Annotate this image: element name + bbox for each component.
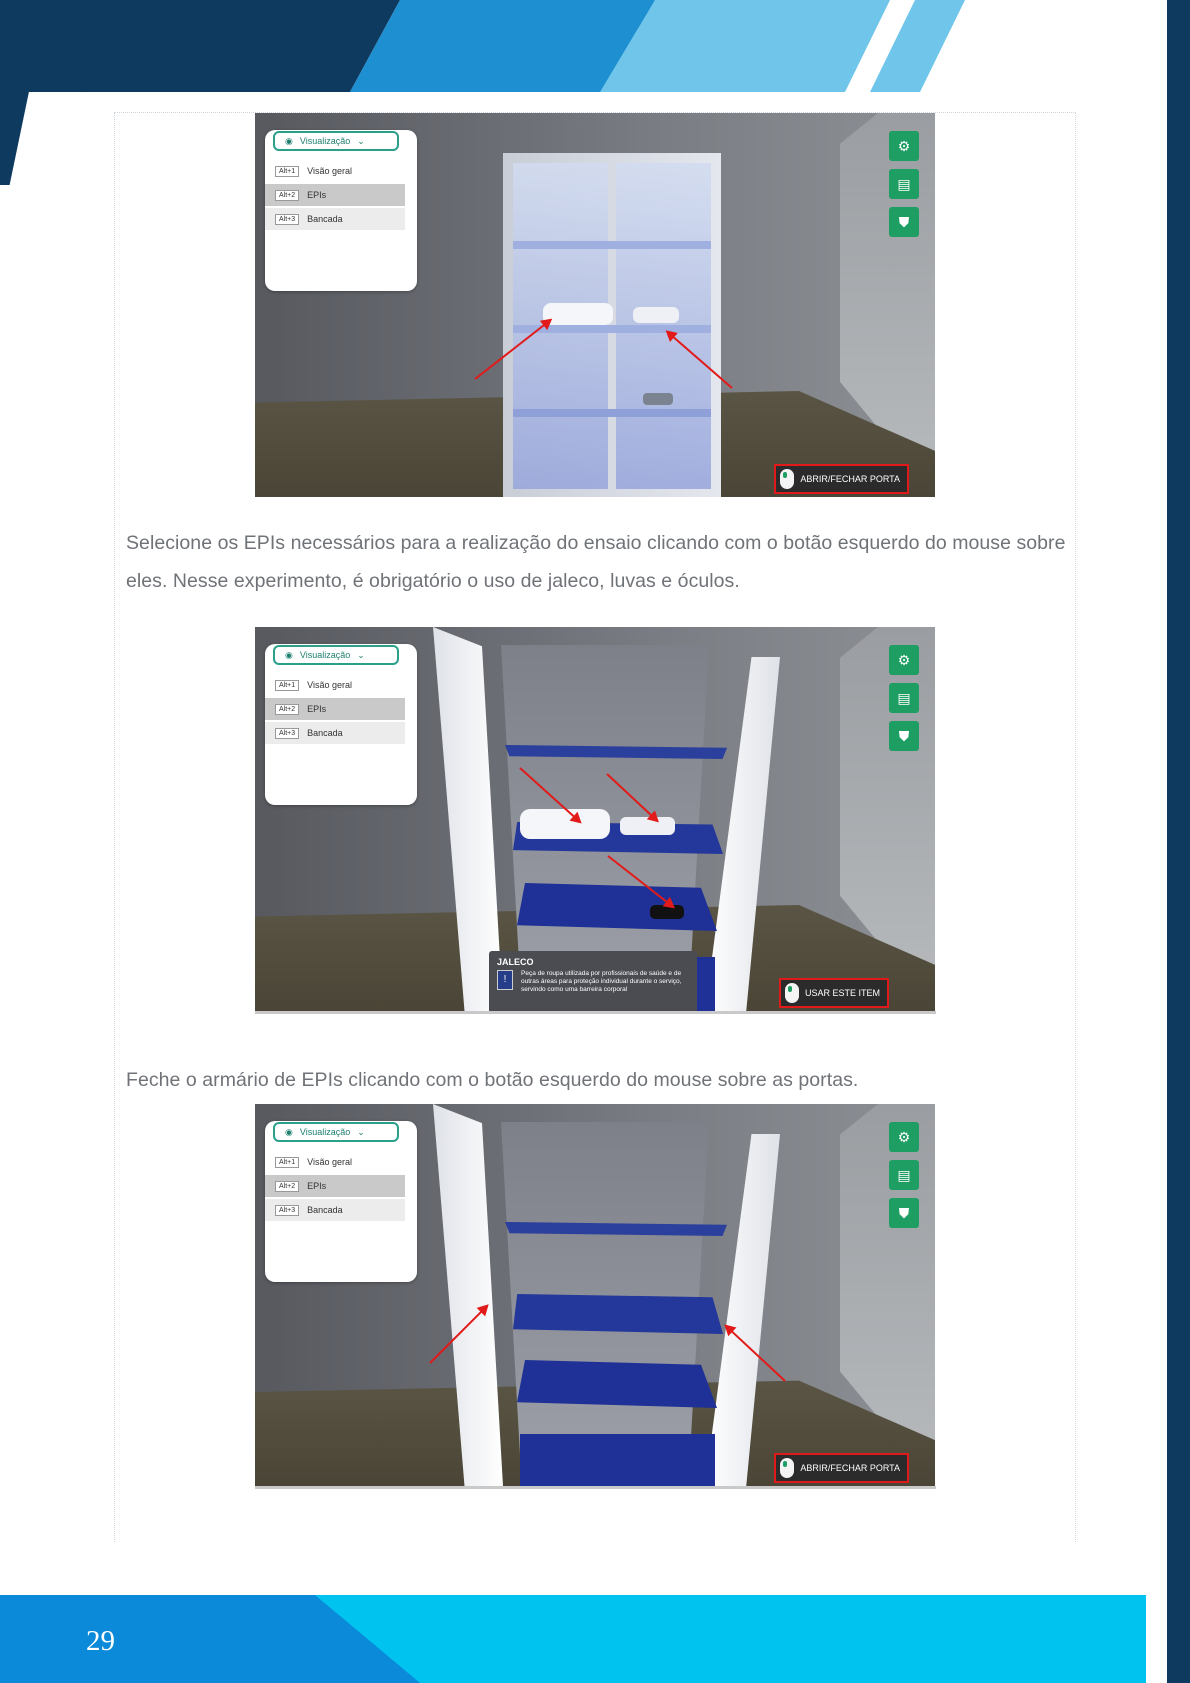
gear-icon: ⚙ (897, 1128, 911, 1145)
notebook-button[interactable] (889, 1160, 919, 1190)
visualization-dropdown[interactable]: ◉ Visualização ⌄ (273, 131, 399, 151)
eye-icon: ◉ (285, 649, 293, 660)
open-close-door-button[interactable]: ABRIR/FECHAR PORTA (774, 1453, 909, 1483)
menu-item-epis[interactable]: Alt+2 EPIs (265, 1175, 405, 1197)
instruction-select-epis: Selecione os EPIs necessários para a realização do ensaio clicando com o botão esquerdo do mouse sobre eles. Nesse experimento, é obrigatório o uso de jaleco, luvas e óculos. (126, 532, 1066, 592)
notebook-button[interactable] (889, 683, 919, 713)
image-underline (255, 1011, 936, 1014)
menu-item-bench[interactable]: Alt+3 Bancada (265, 1199, 405, 1221)
shelf-3 (517, 1360, 717, 1408)
visualization-menu (265, 1121, 417, 1282)
screenshot-cabinet-open (255, 627, 935, 1011)
instruction-close-cabinet: Feche o armário de EPIs clicando com o botão esquerdo do mouse sobre as portas. (126, 1069, 859, 1091)
chevron-down-icon: ⌄ (357, 649, 365, 660)
notebook-button[interactable] (889, 169, 919, 199)
footer-dark-band (0, 1595, 420, 1683)
settings-button[interactable] (889, 131, 919, 161)
menu-item-epis[interactable]: Alt+2 EPIs (265, 698, 405, 720)
shield-icon: ⛊ (898, 1204, 910, 1221)
visualization-menu (265, 644, 417, 805)
gloves (633, 307, 679, 323)
cabinet (503, 153, 721, 497)
menu-item-overview[interactable]: Alt+1 Visão geral (265, 1151, 405, 1173)
settings-button[interactable] (889, 645, 919, 675)
screenshot-close-doors (255, 1104, 935, 1486)
menu-item-bench[interactable]: Alt+3 Bancada (265, 722, 405, 744)
shelf-3 (517, 883, 717, 931)
visualization-dropdown[interactable]: ◉ Visualização ⌄ (273, 645, 399, 665)
shield-button[interactable] (889, 721, 919, 751)
use-item-button[interactable]: USAR ESTE ITEM (779, 978, 889, 1008)
item-tooltip (489, 951, 697, 1011)
shield-icon: ⛊ (898, 727, 910, 744)
open-close-door-button[interactable]: ABRIR/FECHAR PORTA (774, 464, 909, 494)
shelf-4 (520, 1434, 715, 1486)
page-footer (0, 1595, 1146, 1683)
visualization-dropdown[interactable]: ◉ Visualização ⌄ (273, 1122, 399, 1142)
shield-button[interactable] (889, 1198, 919, 1228)
mouse-icon (785, 983, 799, 1003)
book-icon: ▤ (897, 175, 911, 192)
shield-icon: ⛊ (898, 213, 910, 230)
gear-icon: ⚙ (897, 137, 911, 154)
right-side-bar (1167, 0, 1190, 1683)
goggles (643, 393, 673, 405)
chevron-down-icon: ⌄ (357, 1126, 365, 1137)
tooltip-title: JALECO (497, 957, 534, 967)
lab-coat (520, 809, 610, 839)
page-number: 29 (86, 1625, 115, 1657)
menu-item-epis[interactable]: Alt+2 EPIs (265, 184, 405, 206)
mouse-icon (780, 469, 794, 489)
info-icon: ! (497, 970, 513, 990)
eye-icon: ◉ (285, 135, 293, 146)
book-icon: ▤ (897, 689, 911, 706)
chevron-down-icon: ⌄ (357, 135, 365, 146)
screenshot-cabinet-closed (255, 113, 935, 497)
menu-item-overview[interactable]: Alt+1 Visão geral (265, 674, 405, 696)
gear-icon: ⚙ (897, 651, 911, 668)
header-decoration (0, 0, 1190, 92)
shelf-2 (513, 1294, 723, 1334)
image-underline (255, 1486, 936, 1489)
left-stripe (0, 0, 48, 185)
eye-icon: ◉ (285, 1126, 293, 1137)
menu-item-bench[interactable]: Alt+3 Bancada (265, 208, 405, 230)
visualization-menu (265, 130, 417, 291)
mouse-icon (780, 1458, 794, 1478)
menu-item-overview[interactable]: Alt+1 Visão geral (265, 160, 405, 182)
book-icon: ▤ (897, 1166, 911, 1183)
shield-button[interactable] (889, 207, 919, 237)
tooltip-text: Peça de roupa utilizada por profissionais de saúde e de outras áreas para proteção individual durante o serviço, servindo como uma barreira corporal (521, 970, 682, 993)
settings-button[interactable] (889, 1122, 919, 1152)
